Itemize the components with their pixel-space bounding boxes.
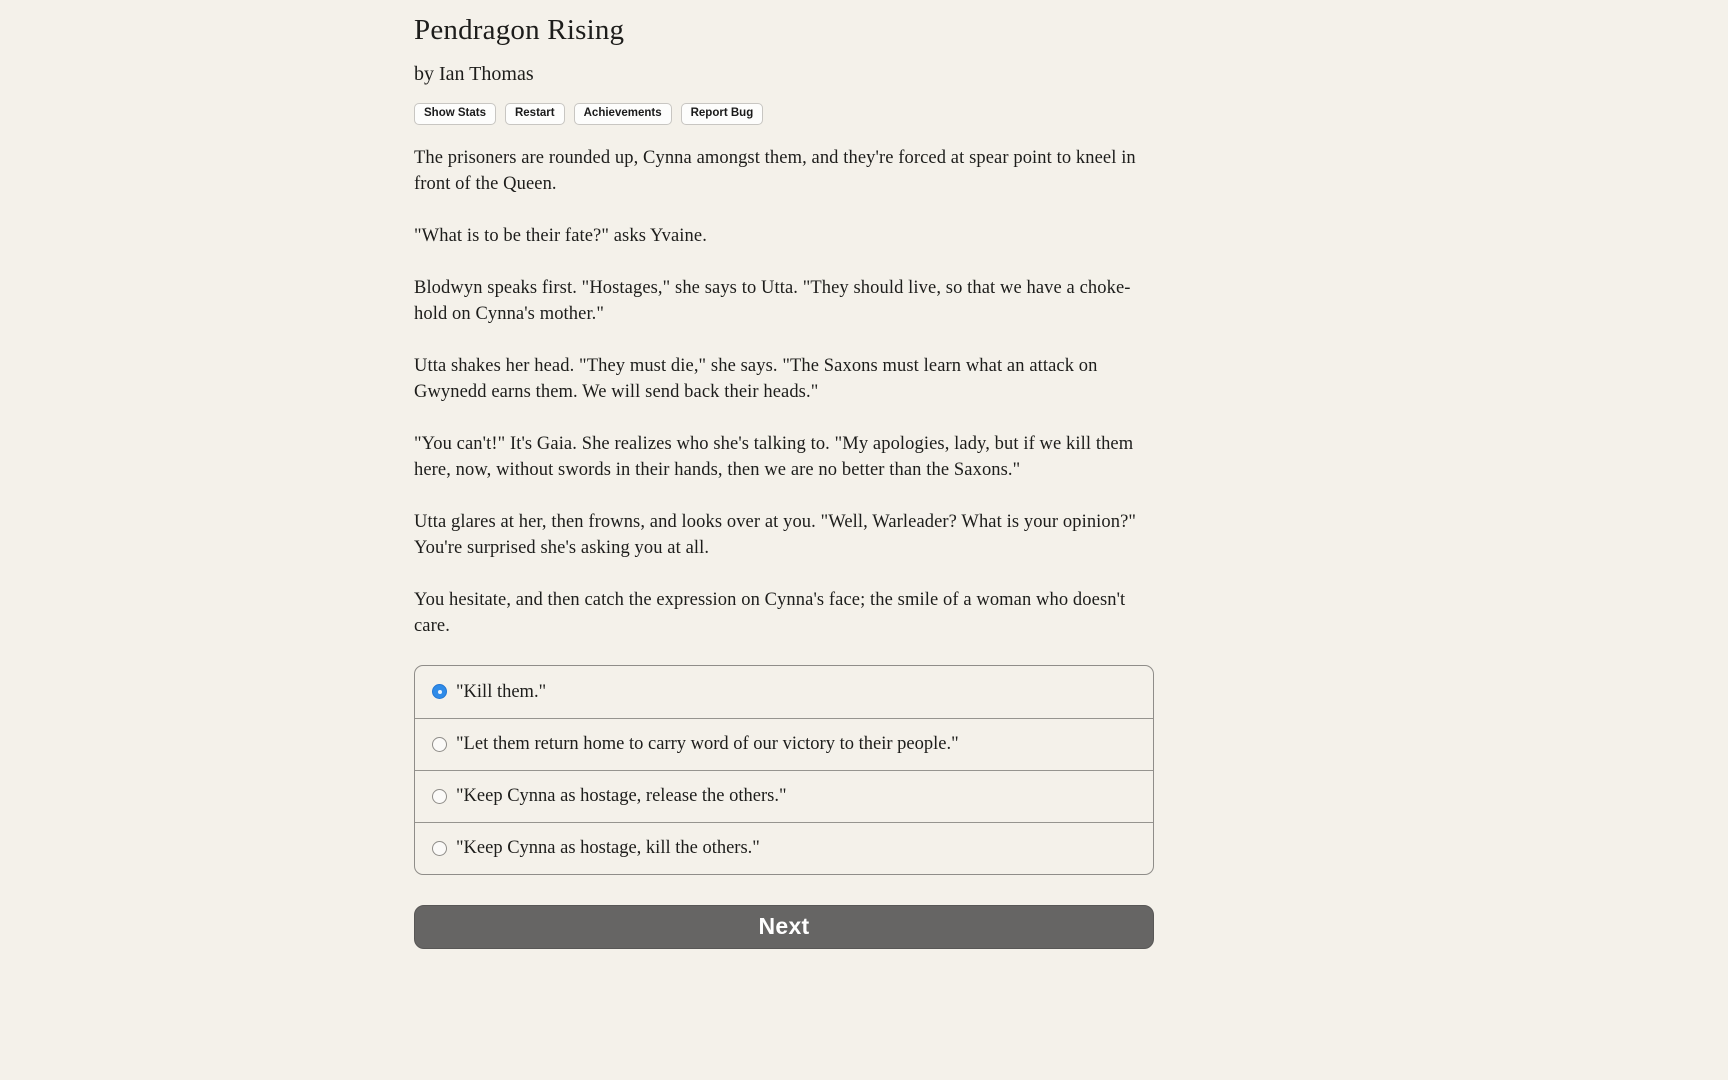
game-area: [414, 0, 1154, 949]
choice-label: "Kill them.": [456, 681, 547, 702]
story-paragraph: "What is to be their fate?" asks Yvaine.: [414, 225, 707, 246]
choice-label: "Keep Cynna as hostage, kill the others.": [456, 838, 760, 859]
story-paragraph: Blodwyn speaks first. "Hostages," she says to Utta. "They should live, so that we have a choke-hold on Cynna's mother.": [414, 277, 1131, 324]
show-stats-button[interactable]: Show Stats: [414, 103, 496, 125]
choice-list: [414, 665, 1154, 875]
story-paragraph: The prisoners are rounded up, Cynna amongst them, and they're forced at spear point to kneel in front of the Queen.: [414, 147, 1136, 194]
story-paragraph: "You can't!" It's Gaia. She realizes who she's talking to. "My apologies, lady, but if we kill them here, now, without swords in their hands, then we are no better than the Saxons.": [414, 433, 1134, 480]
choice-label: "Keep Cynna as hostage, release the others.": [456, 786, 787, 807]
next-button[interactable]: Next: [414, 905, 1154, 949]
choice-radio-2[interactable]: [432, 789, 447, 804]
toolbar: [414, 103, 1154, 125]
restart-button[interactable]: Restart: [505, 103, 565, 125]
report-bug-button[interactable]: Report Bug: [681, 103, 764, 125]
achievements-button[interactable]: Achievements: [574, 103, 672, 125]
choice-option-1[interactable]: [415, 718, 1153, 770]
story-paragraph: You hesitate, and then catch the expression on Cynna's face; the smile of a woman who doesn't care.: [414, 589, 1126, 636]
choice-option-3[interactable]: [415, 822, 1153, 874]
page-title: Pendragon Rising: [414, 14, 625, 46]
story-paragraph: Utta shakes her head. "They must die," she says. "The Saxons must learn what an attack on Gwynedd earns them. We will send back their heads.": [414, 355, 1098, 402]
choice-radio-0[interactable]: [432, 684, 447, 699]
story-text: [414, 145, 1154, 639]
choice-option-0[interactable]: [415, 666, 1153, 718]
story-paragraph: Utta glares at her, then frowns, and looks over at you. "Well, Warleader? What is your opinion?" You're surprised she's asking you at all.: [414, 511, 1137, 558]
choice-radio-1[interactable]: [432, 737, 447, 752]
author-byline: by Ian Thomas: [414, 63, 534, 85]
choice-option-2[interactable]: [415, 770, 1153, 822]
choice-radio-3[interactable]: [432, 841, 447, 856]
choice-label: "Let them return home to carry word of our victory to their people.": [456, 734, 959, 755]
